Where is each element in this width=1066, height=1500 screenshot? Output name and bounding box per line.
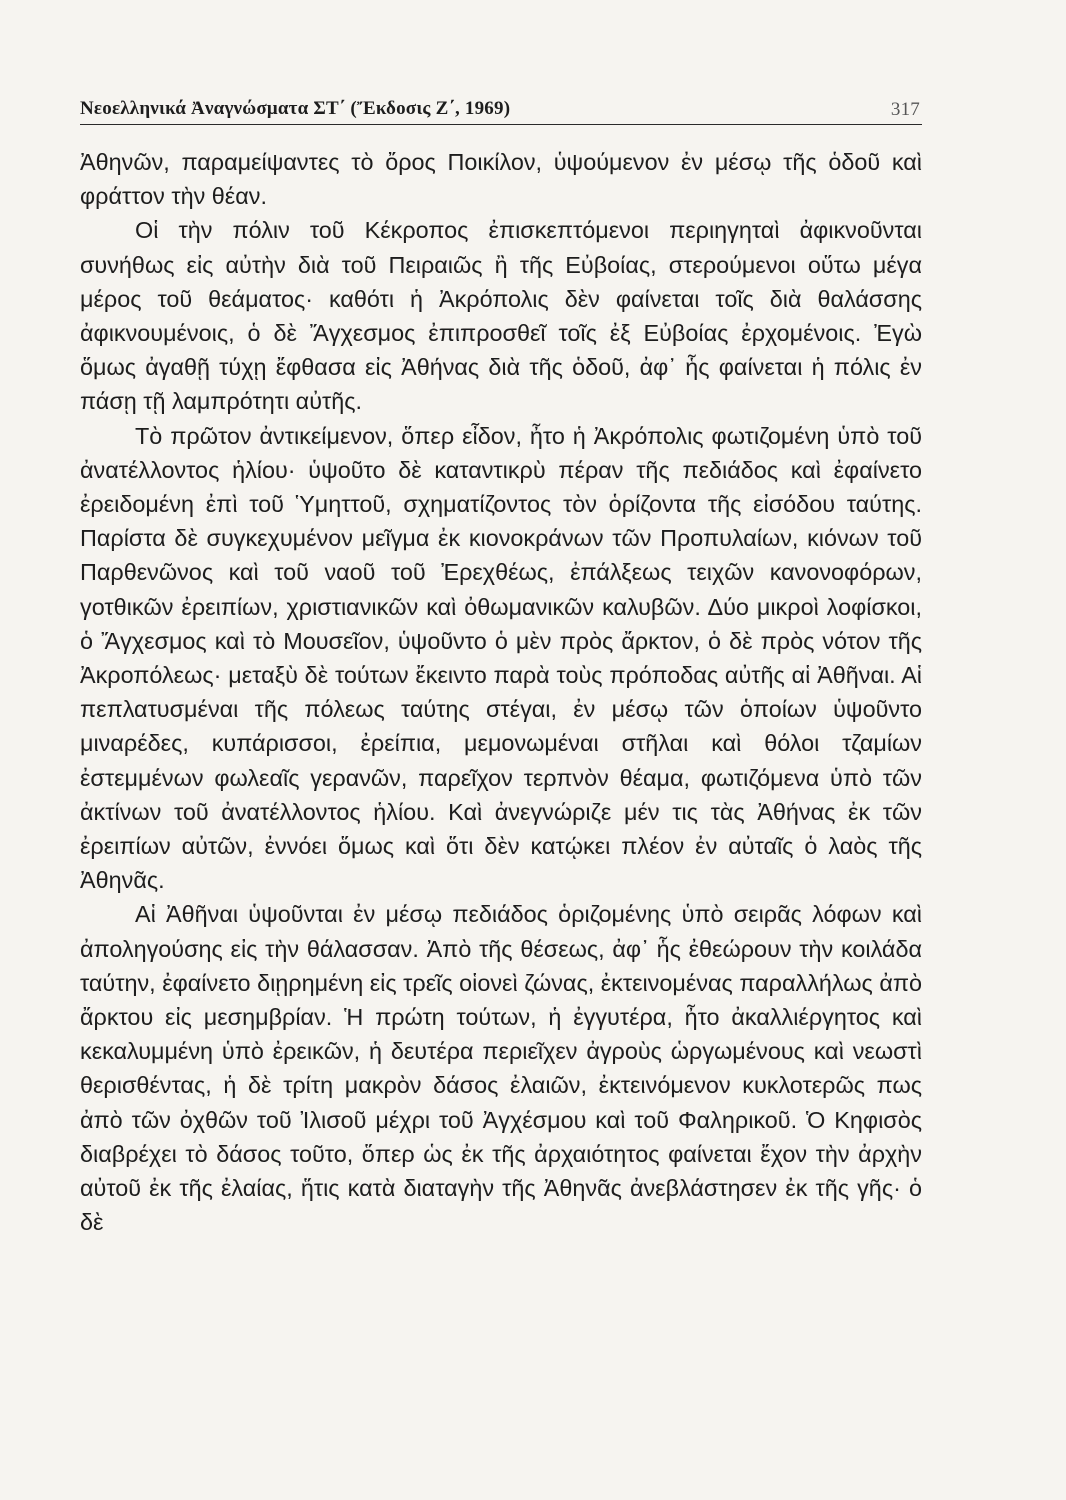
body-text — [80, 145, 922, 1240]
paragraph-continuation: Ἀθηνῶν, παραμείψαντες τὸ ὄρος Ποικίλον, ὑψούμενον ἐν μέσῳ τῆς ὁδοῦ καὶ φράττον τὴν θέαν. — [80, 149, 922, 210]
header-rule — [80, 124, 922, 125]
running-header — [80, 88, 922, 118]
paragraph: Οἱ τὴν πόλιν τοῦ Κέκροπος ἐπισκεπτόμενοι περιηγηταὶ ἀφικνοῦνται συνήθως εἰς αὐτὴν διὰ τοῦ Πειραιῶς ἢ τῆς Εὐβοίας, στερούμενοι οὕτω μέγα μέρος τοῦ θεάματος· καθότι ἡ Ἀκρόπολις δὲν φαίνεται τοῖς διὰ θαλάσσης ἀφικνουμένοις, ὁ δὲ Ἄγχεσμος ἐπιπροσθεῖ τοῖς ἐξ Εὐβοίας ἐρχομένοις. Ἐγὼ ὅμως ἀγαθῇ τύχῃ ἔφθασα εἰς Ἀθήνας διὰ τῆς ὁδοῦ, ἀφ᾽ ἧς φαίνεται ἡ πόλις ἐν πάσῃ τῇ λαμπρότητι αὐτῆς. — [80, 217, 922, 415]
paragraph: Τὸ πρῶτον ἀντικείμενον, ὅπερ εἶδον, ἦτο ἡ Ἀκρόπολις φωτιζομένη ὑπὸ τοῦ ἀνατέλλοντος ἡλίου· ὑψοῦτο δὲ καταντικρὺ πέραν τῆς πεδιάδος καὶ ἐφαίνετο ἐρειδομένη ἐπὶ τοῦ Ὑμηττοῦ, σχηματίζοντος τὸν ὁρίζοντα τῆς εἰσόδου ταύτης. Παρίστα δὲ συγκεχυμένον μεῖγμα ἐκ κιονοκράνων τῶν Προπυλαίων, κιόνων τοῦ Παρθενῶνος καὶ τοῦ ναοῦ τοῦ Ἐρεχθέως, ἐπάλξεως τειχῶν κανονοφόρων, γοτθικῶν ἐρειπίων, χριστιανικῶν καὶ ὀθωμανικῶν καλυβῶν. Δύο μικροὶ λοφίσκοι, ὁ Ἄγχεσμος καὶ τὸ Μουσεῖον, ὑψοῦντο ὁ μὲν πρὸς ἄρκτον, ὁ δὲ πρὸς νότον τῆς Ἀκροπόλεως· μεταξὺ δὲ τούτων ἔκειντο παρὰ τοὺς πρόποδας αὐτῆς αἱ Ἀθῆναι. Αἱ πεπλατυσμέναι τῆς πόλεως ταύτης στέγαι, ἐν μέσῳ τῶν ὁποίων ὑψοῦντο μιναρέδες, κυπάρισσοι, ἐρείπια, μεμονωμέναι στῆλαι καὶ θόλοι τζαμίων ἐστεμμένων φωλεαῖς γερανῶν, παρεῖχον τερπνὸν θέαμα, φωτιζόμενα ὑπὸ τῶν ἀκτίνων τοῦ ἀνατέλλοντος ἡλίου. Καὶ ἀνεγνώριζε μέν τις τὰς Ἀθήνας ἐκ τῶν ἐρειπίων αὐτῶν, ἐννόει ὅμως καὶ ὅτι δὲν κατῴκει πλέον ἐν αὐταῖς ὁ λαὸς τῆς Ἀθηνᾶς. — [80, 422, 922, 894]
paragraph: Αἱ Ἀθῆναι ὑψοῦνται ἐν μέσῳ πεδιάδος ὁριζομένης ὑπὸ σειρᾶς λόφων καὶ ἀποληγούσης εἰς τὴν θάλασσαν. Ἀπὸ τῆς θέσεως, ἀφ᾽ ἧς ἐθεώρουν τὴν κοιλάδα ταύτην, ἐφαίνετο διῃρημένη εἰς τρεῖς οἱονεὶ ζώνας, ἐκτεινομένας παραλλήλως ἀπὸ ἄρκτου εἰς μεσημβρίαν. Ἡ πρώτη τούτων, ἡ ἐγγυτέρα, ἦτο ἀκαλλιέργητος καὶ κεκαλυμμένη ὑπὸ ἐρεικῶν, ἡ δευτέρα περιεῖχεν ἀγροὺς ὡργωμένους καὶ νεωστὶ θερισθέντας, ἡ δὲ τρίτη μακρὸν δάσος ἐλαιῶν, ἐκτεινόμενον κυκλοτερῶς πως ἀπὸ τῶν ὀχθῶν τοῦ Ἰλισοῦ μέχρι τοῦ Ἀγχέσμου καὶ τοῦ Φαληρικοῦ. Ὁ Κηφισὸς διαβρέχει τὸ δάσος τοῦτο, ὅπερ ὡς ἐκ τῆς ἀρχαιότητος φαίνεται ἔχον τὴν ἀρχὴν αὐτοῦ ἐκ τῆς ἐλαίας, ἥτις κατὰ διαταγὴν τῆς Ἀθηνᾶς ἀνεβλάστησεν ἐκ τῆς γῆς· ὁ δὲ — [80, 901, 922, 1236]
page-number: 317 — [890, 99, 920, 120]
header-title: Νεοελληνικά Ἀναγνώσματα ΣΤ΄ (Ἔκδοσις Ζ΄, 1969) — [80, 98, 511, 119]
